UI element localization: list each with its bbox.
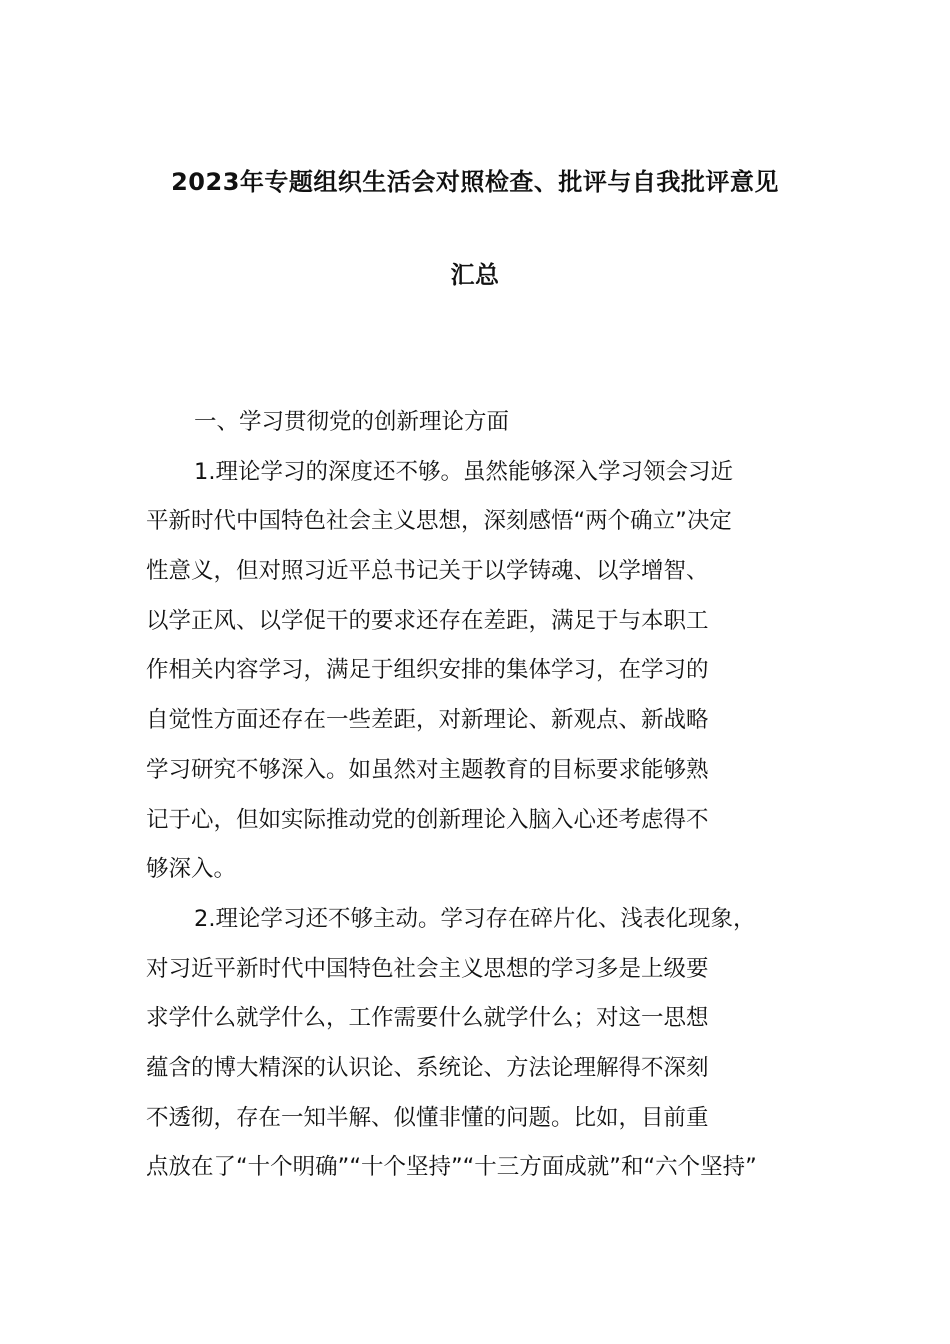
paragraph-line: 自觉性方面还存在一些差距，对新理论、新观点、新战略 bbox=[146, 707, 709, 734]
paragraph-line: 学习研究不够深入。如虽然对主题教育的目标要求能够熟 bbox=[146, 756, 709, 783]
paragraph-line: 蕴含的博大精深的认识论、系统论、方法论理解得不深刻 bbox=[146, 1054, 709, 1081]
paragraph-line: 对习近平新时代中国特色社会主义思想的学习多是上级要 bbox=[146, 955, 709, 982]
document-body bbox=[146, 402, 846, 1197]
paragraph-2 bbox=[146, 899, 846, 1197]
paragraph-line: 求学什么就学什么，工作需要什么就学什么；对这一思想 bbox=[146, 1005, 709, 1032]
document-title-line-1: 2023年专题组织生活会对照检查、批评与自我批评意见 bbox=[171, 168, 779, 196]
paragraph-line: 性意义，但对照习近平总书记关于以学铸魂、以学增智、 bbox=[146, 558, 709, 585]
section-heading: 一、学习贯彻党的创新理论方面 bbox=[194, 409, 510, 435]
paragraph-1 bbox=[146, 452, 846, 899]
paragraph-line: 不透彻，存在一知半解、似懂非懂的问题。比如，目前重 bbox=[146, 1104, 709, 1131]
paragraph-line: 2.理论学习还不够主动。学习存在碎片化、浅表化现象， bbox=[194, 905, 756, 932]
paragraph-line: 平新时代中国特色社会主义思想，深刻感悟“两个确立”决定 bbox=[146, 508, 732, 535]
paragraph-line: 以学正风、以学促干的要求还存在差距，满足于与本职工 bbox=[146, 607, 709, 634]
paragraph-line: 1.理论学习的深度还不够。虽然能够深入学习领会习近 bbox=[194, 458, 733, 485]
paragraph-line: 记于心，但如实际推动党的创新理论入脑入心还考虑得不 bbox=[146, 806, 709, 833]
paragraph-line: 够深入。 bbox=[146, 856, 237, 883]
paragraph-line: 点放在了“十个明确”“十个坚持”“十三方面成就”和“六个坚持” bbox=[146, 1154, 757, 1181]
paragraph-line: 作相关内容学习，满足于组织安排的集体学习，在学习的 bbox=[146, 657, 709, 684]
document-title-line-2: 汇总 bbox=[450, 261, 500, 289]
